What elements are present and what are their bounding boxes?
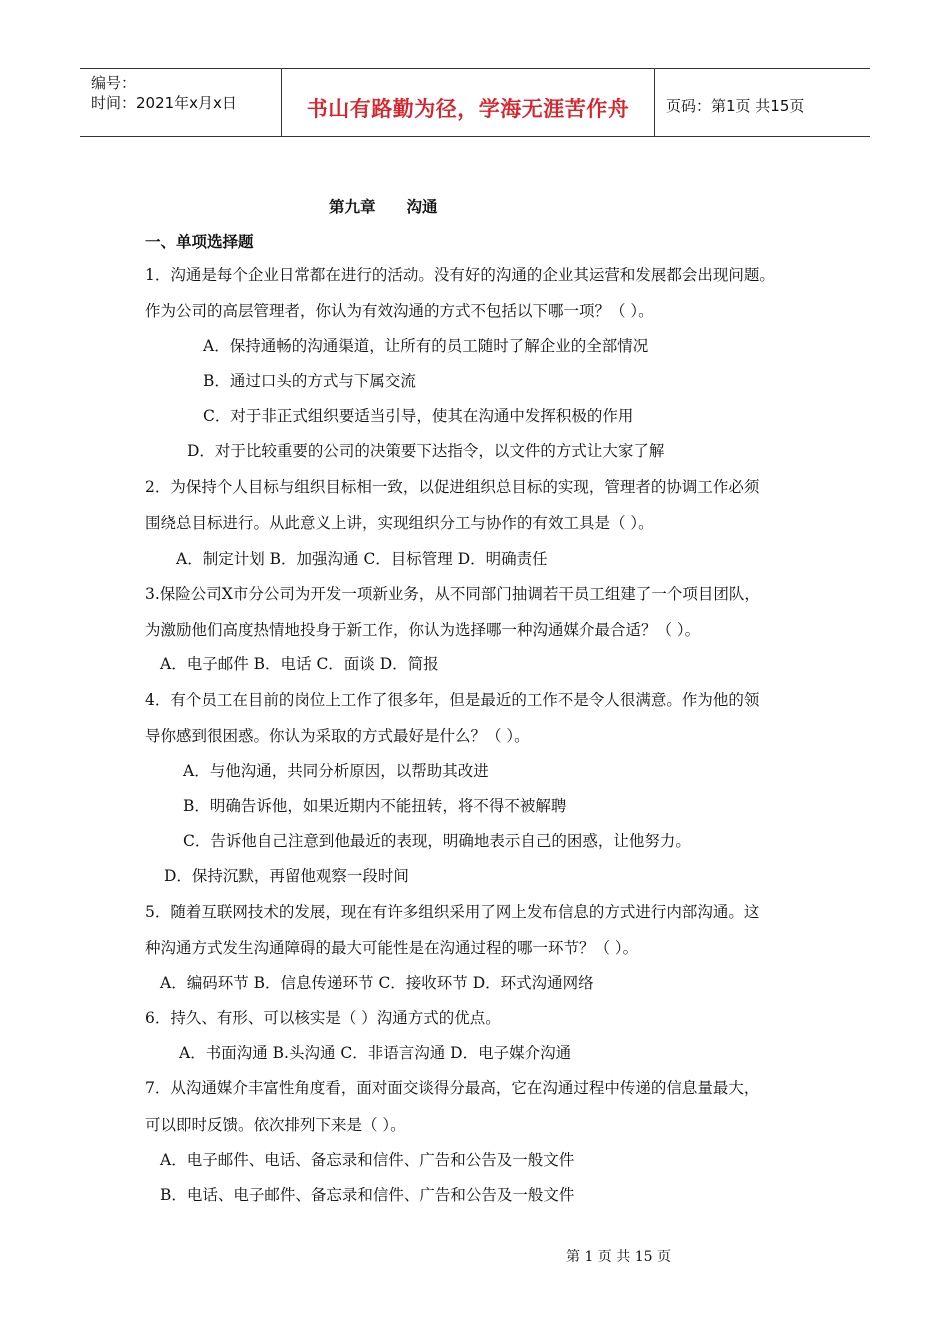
option-line: A．保持通畅的沟通渠道，让所有的员工随时了解企业的全部情况: [203, 337, 649, 355]
page-footer: 第 1 页 共 15 页: [566, 1249, 671, 1265]
motto: 书山有路勤为径，学海无涯苦作舟: [306, 97, 630, 121]
code-label: 编号：: [91, 74, 137, 92]
option-line: C．对于非正式组织要适当引导，使其在沟通中发挥积极的作用: [203, 407, 634, 425]
text-line: 导你感到很困惑。你认为采取的方式最好是什么？（ ）。: [145, 727, 530, 745]
section-title: 一、单项选择题: [145, 233, 254, 251]
option-line: A．与他沟通，共同分析原因，以帮助其改进: [183, 762, 489, 780]
option-line: B．通过口头的方式与下属交流: [203, 372, 416, 390]
option-line: B．明确告诉他，如果近期内不能扭转，将不得不被解聘: [183, 797, 567, 815]
text-line: 4．有个员工在目前的岗位上工作了很多年，但是最近的工作不是令人很满意。作为他的领: [145, 691, 760, 709]
option-line: A．编码环节 B．信息传递环节 C．接收环节 D．环式沟通网络: [160, 974, 594, 992]
header-page-cell: [655, 69, 870, 136]
option-line: A．书面沟通 B.头沟通 C．非语言沟通 D．电子媒介沟通: [179, 1044, 572, 1062]
text-line: 2．为保持个人目标与组织目标相一致，以促进组织总目标的实现，管理者的协调工作必须: [145, 478, 760, 496]
text-line: 3.保险公司X市分公司为开发一项新业务，从不同部门抽调若干员工组建了一个项目团队，: [145, 585, 760, 603]
text-line: 5．随着互联网技术的发展，现在有许多组织采用了网上发布信息的方式进行内部沟通。这: [145, 903, 760, 921]
date-line: 时间：2021年x月x日: [91, 94, 237, 112]
option-line: A．电子邮件 B．电话 C．面谈 D．简报: [160, 655, 439, 673]
option-line: A．电子邮件、电话、备忘录和信件、广告和公告及一般文件: [160, 1151, 575, 1169]
text-line: 为激励他们高度热情地投身于新工作，你认为选择哪一种沟通媒介最合适？（ ）。: [145, 621, 701, 639]
option-line: B．电话、电子邮件、备忘录和信件、广告和公告及一般文件: [160, 1186, 575, 1204]
text-line: 围绕总目标进行。从此意义上讲，实现组织分工与协作的有效工具是（ ）。: [145, 514, 654, 532]
chapter-title: 第九章 沟通: [329, 198, 438, 216]
text-line: 6．持久、有形、可以核实是（ ）沟通方式的优点。: [145, 1009, 501, 1027]
option-line: C．告诉他自己注意到他最近的表现，明确地表示自己的困惑，让他努力。: [183, 832, 691, 850]
document-header: [80, 68, 870, 137]
option-line: D．保持沉默，再留他观察一段时间: [164, 867, 409, 885]
text-line: 可以即时反馈。依次排列下来是（ ）。: [145, 1116, 406, 1134]
text-line: 作为公司的高层管理者，你认为有效沟通的方式不包括以下哪一项？（ ）。: [145, 302, 654, 320]
text-line: 7．从沟通媒介丰富性角度看，面对面交谈得分最高，它在沟通过程中传递的信息量最大，: [145, 1079, 760, 1097]
page-info: 页码：第1页 共15页: [666, 97, 805, 115]
option-line: A．制定计划 B．加强沟通 C．目标管理 D．明确责任: [176, 550, 548, 568]
option-line: D．对于比较重要的公司的决策要下达指令，以文件的方式让大家了解: [187, 442, 665, 460]
text-line: 种沟通方式发生沟通障碍的最大可能性是在沟通过程的哪一环节？（ ）。: [145, 939, 639, 957]
text-line: 1．沟通是每个企业日常都在进行的活动。没有好的沟通的企业其运营和发展都会出现问题。: [145, 266, 775, 284]
header-info-cell: [80, 69, 281, 136]
header-motto-cell: [281, 69, 655, 136]
